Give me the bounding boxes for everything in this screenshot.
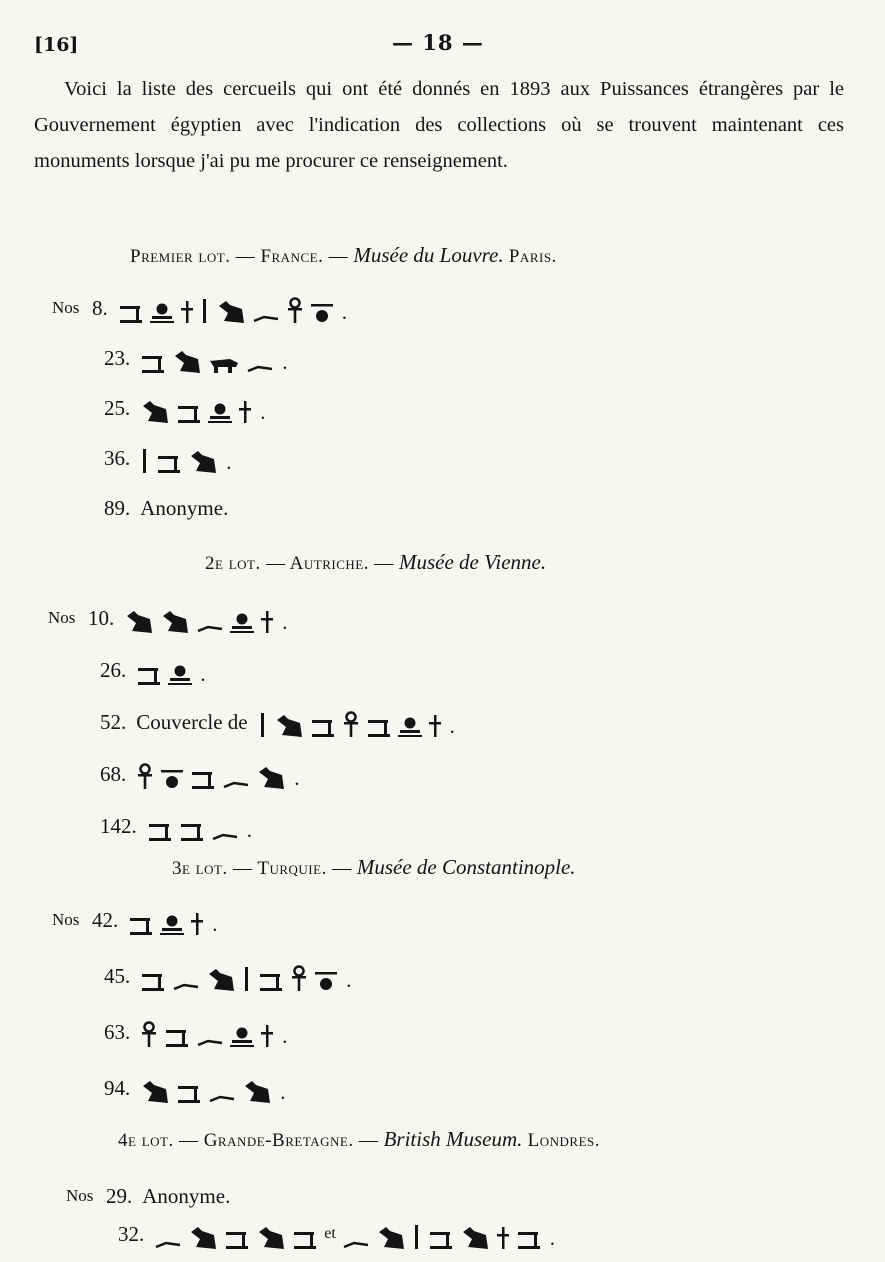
reed-glyph-icon bbox=[258, 711, 268, 739]
hieroglyph-group bbox=[258, 705, 455, 739]
entry-number: 52. bbox=[100, 709, 127, 734]
ankh-glyph-icon bbox=[290, 965, 308, 993]
page-number: — 18 — bbox=[392, 30, 484, 55]
walls-glyph-icon bbox=[176, 1083, 202, 1105]
entry-row bbox=[100, 650, 206, 690]
hieroglyph-group bbox=[140, 441, 231, 475]
walls-glyph-icon bbox=[190, 769, 216, 791]
loaf-glyph-icon bbox=[230, 1025, 254, 1049]
entry-row bbox=[104, 488, 238, 528]
period: . bbox=[346, 968, 352, 992]
sign-glyph-icon bbox=[190, 911, 204, 937]
sign-glyph-icon bbox=[238, 399, 252, 425]
walls-glyph-icon bbox=[516, 1229, 542, 1251]
stroke-glyph-icon bbox=[342, 1237, 370, 1251]
bird-glyph-icon bbox=[206, 965, 236, 993]
hieroglyph-group bbox=[118, 291, 347, 325]
loaf-glyph-icon bbox=[398, 715, 422, 739]
conjunction-et: et bbox=[324, 1225, 336, 1242]
bird-glyph-icon bbox=[140, 1077, 170, 1105]
entry-text: Anonyme. bbox=[140, 495, 229, 520]
sign-glyph-icon bbox=[428, 713, 442, 739]
walls-glyph-icon bbox=[128, 915, 154, 937]
entry-row bbox=[104, 1068, 286, 1108]
hieroglyph-group bbox=[140, 391, 265, 425]
entry-row bbox=[104, 1012, 288, 1052]
lot-title: Premier lot. — France. — bbox=[130, 246, 354, 267]
stroke-glyph-icon bbox=[211, 829, 239, 843]
sign-glyph-icon bbox=[496, 1225, 510, 1251]
walls-glyph-icon bbox=[292, 1229, 318, 1251]
walls-glyph-icon bbox=[176, 403, 202, 425]
entry-row bbox=[104, 438, 232, 478]
nos-label: Nos bbox=[52, 298, 80, 317]
period: . bbox=[212, 912, 218, 936]
entry-row bbox=[52, 288, 347, 328]
ankh-glyph-icon bbox=[136, 763, 154, 791]
ankh-glyph-icon bbox=[286, 297, 304, 325]
walls-glyph-icon bbox=[118, 303, 144, 325]
entry-number: 63. bbox=[104, 1019, 131, 1044]
period: . bbox=[226, 450, 232, 474]
sun-glyph-icon bbox=[160, 767, 184, 791]
bird-glyph-icon bbox=[188, 447, 218, 475]
entry-row bbox=[104, 956, 352, 996]
entry-number: 23. bbox=[104, 345, 131, 370]
bird-glyph-icon bbox=[140, 397, 170, 425]
ankh-glyph-icon bbox=[342, 711, 360, 739]
city-name: Paris. bbox=[503, 246, 557, 267]
period: . bbox=[200, 662, 206, 686]
stroke-glyph-icon bbox=[196, 1035, 224, 1049]
reed-glyph-icon bbox=[412, 1223, 422, 1251]
period: . bbox=[282, 610, 288, 634]
nos-label: Nos bbox=[48, 608, 76, 627]
section-number: [16] bbox=[34, 34, 79, 56]
beast-glyph-icon bbox=[208, 353, 240, 375]
bird-glyph-icon bbox=[256, 763, 286, 791]
stroke-glyph-icon bbox=[154, 1237, 182, 1251]
bird-glyph-icon bbox=[256, 1223, 286, 1251]
entry-text: Anonyme. bbox=[142, 1183, 231, 1208]
entry-number: 26. bbox=[100, 657, 127, 682]
period: . bbox=[246, 818, 252, 842]
nos-label: Nos bbox=[66, 1186, 94, 1205]
hieroglyph-group bbox=[140, 341, 287, 375]
stroke-glyph-icon bbox=[246, 361, 274, 375]
hieroglyph-group bbox=[136, 757, 299, 791]
sign-glyph-icon bbox=[260, 1023, 274, 1049]
sun-glyph-icon bbox=[310, 301, 334, 325]
entry-row bbox=[52, 900, 218, 940]
stroke-glyph-icon bbox=[208, 1091, 236, 1105]
lot-title: 3e lot. — Turquie. — bbox=[172, 858, 357, 879]
entry-row bbox=[104, 388, 266, 428]
walls-glyph-icon bbox=[224, 1229, 250, 1251]
reed-glyph-icon bbox=[242, 965, 252, 993]
sign-glyph-icon bbox=[180, 299, 194, 325]
hieroglyph-group bbox=[128, 903, 217, 937]
stroke-glyph-icon bbox=[252, 311, 280, 325]
loaf-glyph-icon bbox=[150, 301, 174, 325]
lot-heading-3 bbox=[172, 855, 576, 880]
lot-heading-2 bbox=[205, 550, 546, 575]
period: . bbox=[449, 714, 455, 738]
period: . bbox=[282, 1024, 288, 1048]
bird-glyph-icon bbox=[216, 297, 246, 325]
sign-glyph-icon bbox=[260, 609, 274, 635]
stroke-glyph-icon bbox=[172, 979, 200, 993]
period: . bbox=[280, 1080, 286, 1104]
entry-number: 25. bbox=[104, 395, 131, 420]
hieroglyph-group bbox=[136, 653, 205, 687]
walls-glyph-icon bbox=[428, 1229, 454, 1251]
entry-number: 8. bbox=[92, 295, 108, 320]
loaf-glyph-icon bbox=[230, 611, 254, 635]
bird-glyph-icon bbox=[124, 607, 154, 635]
walls-glyph-icon bbox=[147, 821, 173, 843]
museum-name: Musée de Vienne. bbox=[398, 550, 547, 574]
bird-glyph-icon bbox=[160, 607, 190, 635]
period: . bbox=[341, 300, 347, 324]
bird-glyph-icon bbox=[460, 1223, 490, 1251]
entry-number: 36. bbox=[104, 445, 131, 470]
walls-glyph-icon bbox=[310, 717, 336, 739]
lot-title: 2e lot. — Autriche. — bbox=[205, 553, 399, 574]
walls-glyph-icon bbox=[164, 1027, 190, 1049]
hieroglyph-group bbox=[140, 959, 351, 993]
bird-glyph-icon bbox=[274, 711, 304, 739]
walls-glyph-icon bbox=[179, 821, 205, 843]
entry-number: 89. bbox=[104, 495, 131, 520]
entry-row bbox=[100, 806, 252, 846]
bird-glyph-icon bbox=[188, 1223, 218, 1251]
loaf-glyph-icon bbox=[208, 401, 232, 425]
nos-label: Nos bbox=[52, 910, 80, 929]
walls-glyph-icon bbox=[136, 665, 162, 687]
entry-number: 68. bbox=[100, 761, 127, 786]
entry-number: 45. bbox=[104, 963, 131, 988]
walls-glyph-icon bbox=[366, 717, 392, 739]
walls-glyph-icon bbox=[156, 453, 182, 475]
loaf-glyph-icon bbox=[160, 913, 184, 937]
ankh-glyph-icon bbox=[140, 1021, 158, 1049]
entry-text: Couvercle de bbox=[136, 709, 248, 734]
museum-name: Musée du Louvre. bbox=[353, 243, 504, 267]
entry-row bbox=[48, 598, 288, 638]
entry-number: 42. bbox=[92, 907, 119, 932]
loaf-glyph-icon bbox=[168, 663, 192, 687]
walls-glyph-icon bbox=[258, 971, 284, 993]
entry-number: 32. bbox=[118, 1221, 145, 1246]
entry-number: 94. bbox=[104, 1075, 131, 1100]
stroke-glyph-icon bbox=[196, 621, 224, 635]
walls-glyph-icon bbox=[140, 971, 166, 993]
lot-heading-4 bbox=[118, 1127, 600, 1152]
entry-number: 29. bbox=[106, 1183, 133, 1208]
period: . bbox=[282, 350, 288, 374]
bird-glyph-icon bbox=[172, 347, 202, 375]
reed-glyph-icon bbox=[140, 447, 150, 475]
reed-glyph-icon bbox=[200, 297, 210, 325]
lot-heading-1 bbox=[130, 243, 557, 268]
entry-row bbox=[118, 1214, 555, 1254]
hieroglyph-group bbox=[140, 1015, 287, 1049]
walls-glyph-icon bbox=[140, 353, 166, 375]
lot-title: 4e lot. — Grande-Bretagne. — bbox=[118, 1130, 384, 1151]
hieroglyph-group bbox=[147, 809, 252, 843]
stroke-glyph-icon bbox=[222, 777, 250, 791]
entry-row bbox=[66, 1176, 240, 1216]
period: . bbox=[260, 400, 266, 424]
entry-row bbox=[100, 702, 455, 742]
entry-row bbox=[100, 754, 300, 794]
hieroglyph-group bbox=[124, 601, 287, 635]
entry-row bbox=[104, 338, 288, 378]
period: . bbox=[294, 766, 300, 790]
museum-name: Musée de Constantinople. bbox=[356, 855, 576, 879]
sun-glyph-icon bbox=[314, 969, 338, 993]
entry-number: 142. bbox=[100, 813, 137, 838]
intro-paragraph: Voici la liste des cercueils qui ont été donnés en 1893 aux Puissances étrangères par le Gouvernement égyptien avec l'indication des collections où se trouvent maintenant ces monuments lorsque j'ai pu me procurer ce renseignement. bbox=[34, 78, 844, 172]
period: . bbox=[549, 1226, 556, 1250]
hieroglyph-group bbox=[154, 1217, 555, 1251]
entry-number: 10. bbox=[88, 605, 115, 630]
bird-glyph-icon bbox=[376, 1223, 406, 1251]
hieroglyph-group bbox=[140, 1071, 285, 1105]
city-name: Londres. bbox=[522, 1130, 601, 1151]
bird-glyph-icon bbox=[242, 1077, 272, 1105]
museum-name: British Museum. bbox=[383, 1127, 523, 1151]
